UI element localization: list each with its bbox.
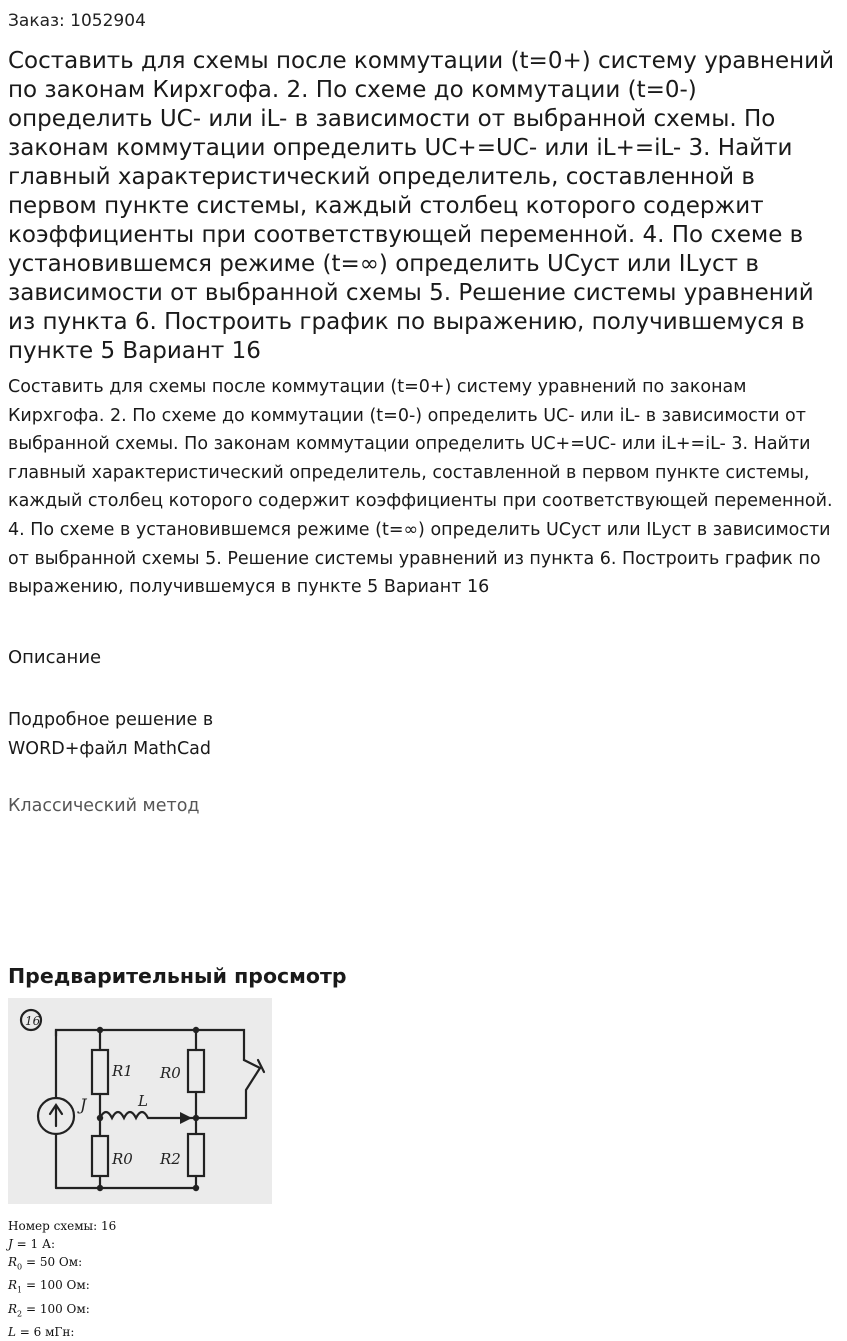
description-text: Составить для схемы после коммутации (t=0+) систему уравнений по законам Кирхгофа. 2. По схеме до коммутации (t=0-) определить UC- или iL- в зависимости от выбранной схемы. По законам коммутации определить UC+=UC- или iL+=iL- 3. Найти главный характеристический определитель, составленной в первом пункте системы, каждый столбец которого содержит коэффициенты при соответствующей переменной. 4. По схеме в установившемся режиме (t=∞) определить UCуст или ILуст в зависимости от выбранной схемы 5. Решение системы уравнений из пункта 6. Построить график по выражению, получившемуся в пункте 5 Вариант 16 [8, 377, 833, 598]
r1-label: R1 [112, 1062, 133, 1080]
param-l: L = 6 мГн: [8, 1325, 75, 1340]
param-r0: $R_0 = 50$ Ом: [8, 1255, 83, 1272]
solution-info [8, 706, 268, 764]
l-label: L [138, 1092, 148, 1110]
resistor-r2 [188, 1134, 204, 1176]
r2-label: R2 [160, 1150, 181, 1168]
parameters-list [8, 1217, 116, 1341]
param-scheme-number: Номер схемы: 16 [8, 1219, 117, 1233]
node [193, 1115, 199, 1121]
node [193, 1027, 199, 1033]
r0-top-label: R0 [160, 1064, 181, 1082]
inductor-arrow [180, 1112, 192, 1124]
param-j: J = 1 А: [8, 1237, 56, 1251]
source-label: J [80, 1095, 87, 1114]
solution-line-1: Подробное решение в [8, 710, 214, 730]
description-heading: Описание [8, 647, 102, 668]
preview-heading: Предварительный просмотр [8, 964, 347, 988]
param-r1: $R_1 = 100$ Ом: [8, 1278, 90, 1295]
resistor-r0 [92, 1136, 108, 1176]
node [97, 1027, 103, 1033]
order-number: Заказ: 1052904 [8, 11, 146, 31]
node [193, 1185, 199, 1191]
node [97, 1185, 103, 1191]
switch-wire [246, 1068, 260, 1118]
resistor-r1 [92, 1050, 108, 1094]
method-label: Классический метод [8, 796, 200, 816]
circuit-diagram [8, 998, 272, 1204]
variant-label: 16 [25, 1014, 41, 1028]
node [97, 1115, 103, 1121]
param-r2: $R_2 = 100$ Ом: [8, 1301, 90, 1319]
solution-line-2: WORD+файл MathCad [8, 739, 212, 759]
page-title: Составить для схемы после коммутации (t=0+) систему уравнений по законам Кирхгофа. 2. По схеме до коммутации (t=0-) определить UC- или iL- в зависимости от выбранной схемы. По законам коммутации определить UC+=UC- или iL+=iL- 3. Найти главный характеристический определитель, составленной в первом пункте системы, каждый столбец которого содержит коэффициенты при соответствующей переменной. 4. По схеме в установившемся режиме (t=∞) определить UCуст или ILуст в зависимости от выбранной схемы 5. Решение системы уравнений из пункта 6. Построить график по выражению, получившемуся в пункте 5 Вариант 16 [8, 48, 835, 364]
top-wire [56, 1030, 244, 1060]
r0-bottom-label: R0 [112, 1150, 133, 1168]
circuit-preview-image [8, 998, 272, 1204]
resistor-r0-top [188, 1050, 204, 1092]
